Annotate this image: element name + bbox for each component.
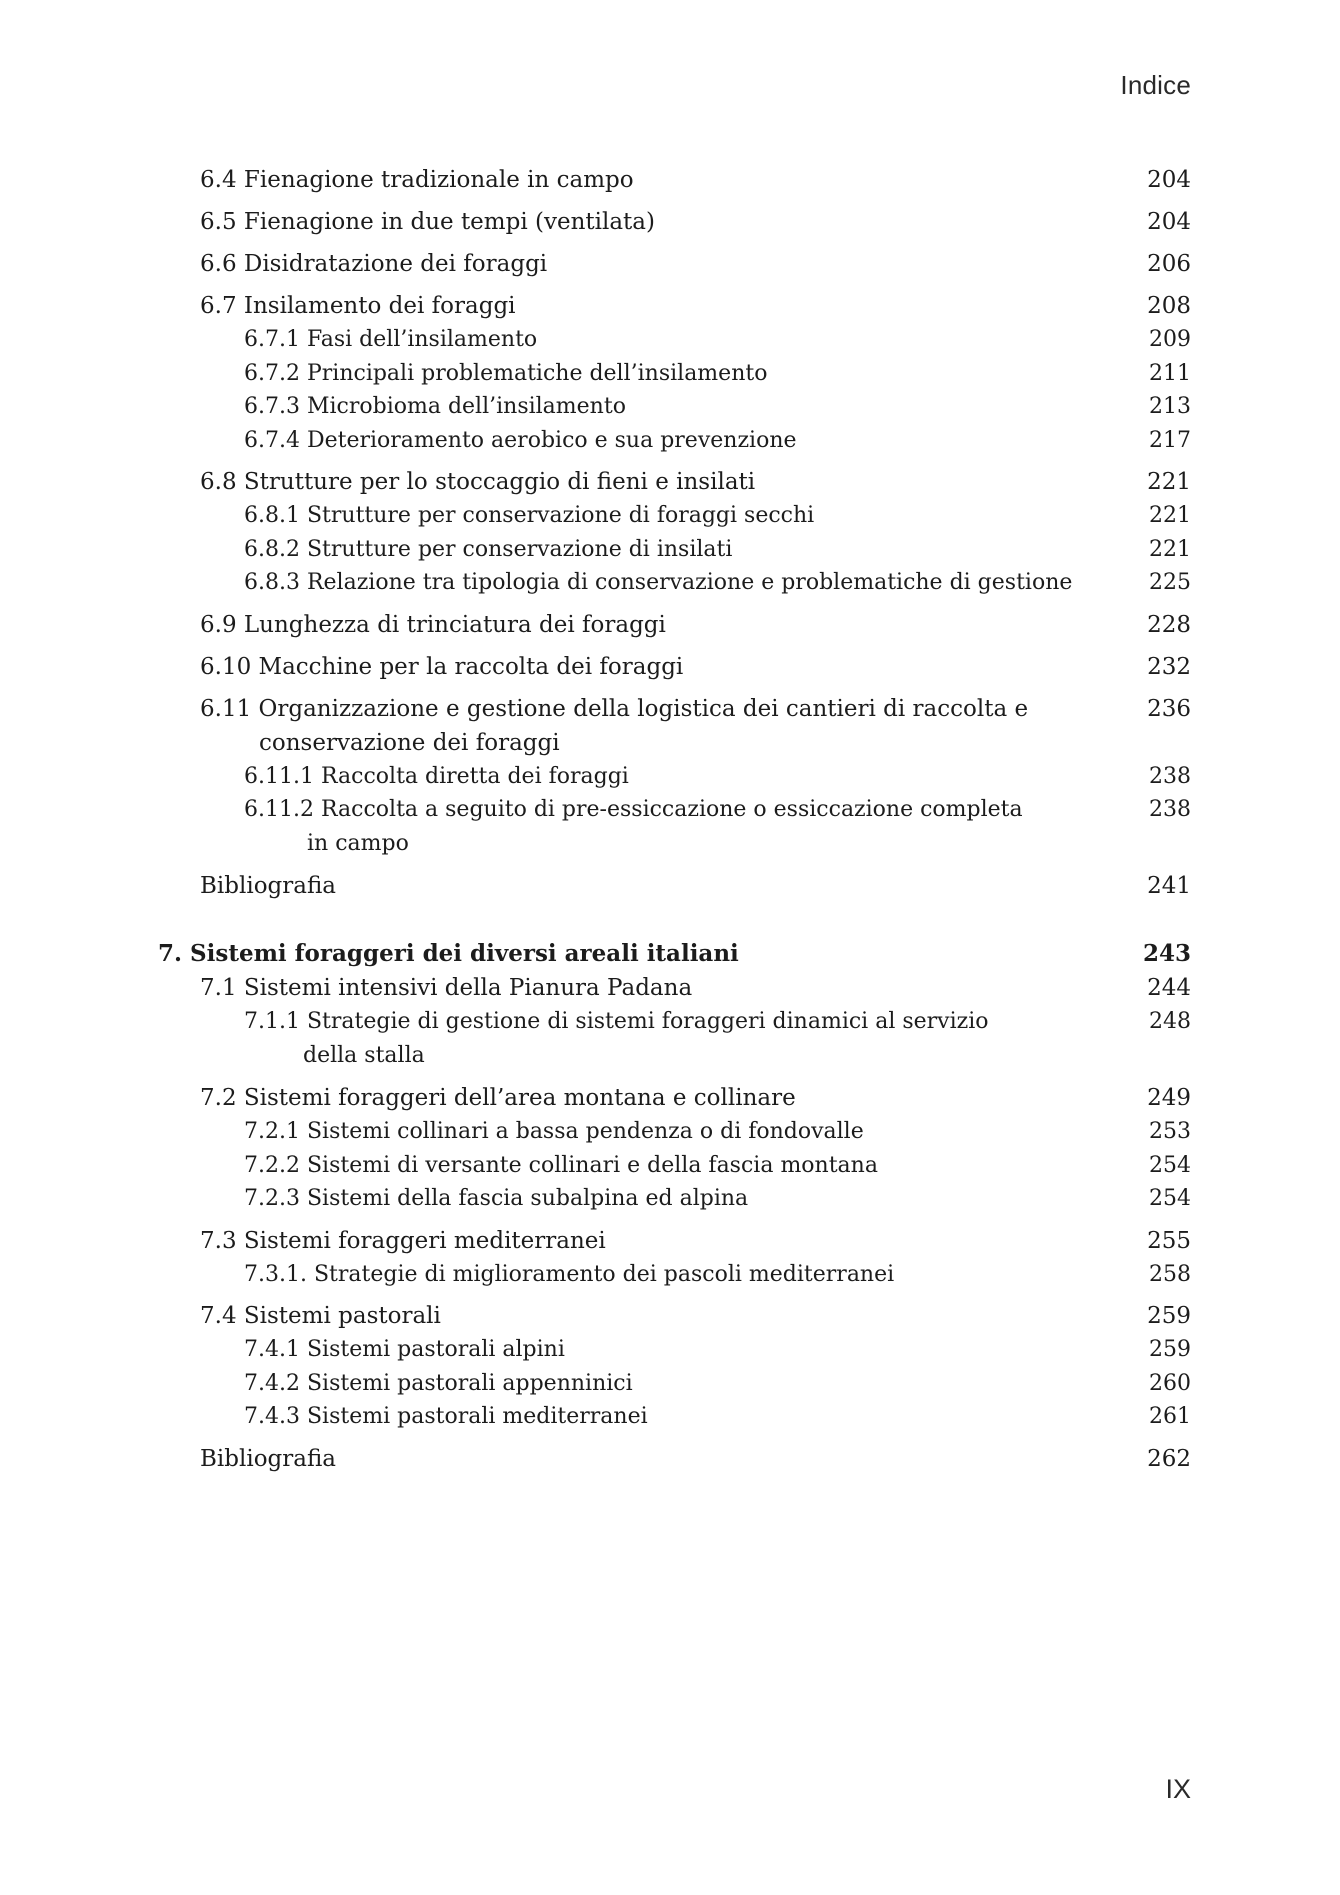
toc-entry-title: 6.6 Disidratazione dei foraggi [200, 251, 548, 277]
toc-entry-title: Bibliografia [200, 1445, 337, 1472]
toc-entry-title: 6.8 Strutture per lo stoccaggio di fieni e insilati [200, 469, 756, 495]
toc-entry-title-line: in campo [307, 831, 409, 856]
toc-subentry[interactable] [158, 1400, 1191, 1434]
toc-entry-page: 204 [1147, 167, 1191, 193]
toc-subentry[interactable] [158, 533, 1191, 567]
toc-subentry[interactable] [158, 760, 1191, 794]
toc-entry-title: 7.4.2 Sistemi pastorali appenninici [244, 1370, 633, 1396]
toc-entry-page: 238 [1149, 797, 1191, 822]
toc-entry[interactable] [158, 205, 1191, 239]
toc-entry-page: 258 [1149, 1261, 1191, 1287]
toc-entry-page: 255 [1147, 1227, 1191, 1254]
toc-entry-title: 6.7 Insilamento dei foraggi [200, 293, 516, 319]
toc-subentry[interactable] [158, 566, 1191, 600]
toc-subentry[interactable] [158, 1149, 1191, 1183]
toc-entry-page: 206 [1147, 251, 1191, 277]
toc-entry[interactable] [158, 1299, 1191, 1333]
toc-entry-title: 6.7.1 Fasi dell’insilamento [244, 327, 538, 352]
toc-entry-page: 241 [1147, 873, 1191, 899]
toc-entry-title: 6.8.2 Strutture per conservazione di insilati [244, 536, 733, 562]
toc-entry-title: 6.9 Lunghezza di trinciatura dei foraggi [200, 611, 666, 638]
toc-entry-title: 7.2.2 Sistemi di versante collinari e della fascia montana [244, 1152, 878, 1178]
toc-entry-title-line: 7.1.1 Strategie di gestione di sistemi foraggeri dinamici al servizio [244, 1009, 989, 1034]
toc-entry-title: 7.3 Sistemi foraggeri mediterranei [200, 1227, 606, 1254]
toc-entry[interactable] [158, 650, 1191, 684]
toc-entry-page: 254 [1149, 1152, 1191, 1178]
toc-entry-title: 6.8.1 Strutture per conservazione di foraggi secchi [244, 503, 815, 528]
toc-entry-title: 7.4 Sistemi pastorali [200, 1303, 441, 1329]
toc-entry-title: 6.7.4 Deterioramento aerobico e sua prevenzione [244, 427, 797, 453]
running-head: Indice [1120, 70, 1191, 100]
toc-entry-page: 253 [1149, 1119, 1191, 1144]
toc-entry-page: 236 [1147, 695, 1191, 722]
toc-entry[interactable] [158, 971, 1191, 1005]
toc-entry-page: 259 [1149, 1337, 1191, 1362]
toc-entry-page: 249 [1147, 1085, 1191, 1111]
toc-entry-page: 228 [1147, 611, 1191, 638]
toc-subentry[interactable] [158, 1367, 1191, 1401]
toc-entry-title: 6.4 Fienagione tradizionale in campo [200, 167, 634, 193]
toc-subentry[interactable] [158, 1182, 1191, 1216]
toc-entry-title-line: 6.11.2 Raccolta a seguito di pre-essiccazione o essiccazione completa [244, 797, 1023, 822]
toc-subentry[interactable] [158, 424, 1191, 458]
toc-entry[interactable] [158, 163, 1191, 197]
toc-subentry[interactable] [158, 1005, 1191, 1073]
toc-entry[interactable] [158, 289, 1191, 323]
toc-entry-title: 6.11.1 Raccolta diretta dei foraggi [244, 763, 629, 789]
toc-entry[interactable] [158, 465, 1191, 499]
toc-entry[interactable] [158, 247, 1191, 281]
toc-entry-page: 209 [1149, 327, 1191, 352]
toc-subentry[interactable] [158, 1258, 1191, 1292]
toc-subentry[interactable] [158, 1115, 1191, 1149]
toc-entry-title-line: della stalla [303, 1043, 425, 1068]
toc-subentry[interactable] [158, 357, 1191, 391]
table-of-contents [158, 163, 1191, 1476]
toc-entry-title: 7.4.1 Sistemi pastorali alpini [244, 1337, 565, 1362]
toc-chapter-page: 243 [1142, 940, 1191, 967]
toc-entry-title-line: conservazione dei foraggi [259, 729, 560, 756]
toc-subentry[interactable] [158, 793, 1191, 861]
toc-entry-title: 6.5 Fienagione in due tempi (ventilata) [200, 209, 655, 235]
toc-subentry[interactable] [158, 323, 1191, 357]
toc-entry[interactable] [158, 1224, 1191, 1258]
toc-entry-page: 254 [1149, 1186, 1191, 1211]
toc-entry-title: 7.1 Sistemi intensivi della Pianura Padana [200, 975, 693, 1001]
toc-entry-title: 7.4.3 Sistemi pastorali mediterranei [244, 1404, 648, 1429]
toc-entry-title: 7.2 Sistemi foraggeri dell’area montana e collinare [200, 1085, 796, 1111]
toc-entry-title: 6.10 Macchine per la raccolta dei foraggi [200, 653, 684, 680]
toc-bibliography[interactable] [158, 869, 1191, 903]
toc-entry-page: 261 [1149, 1404, 1191, 1429]
toc-entry-title [200, 692, 1101, 760]
toc-entry-title: 7.2.1 Sistemi collinari a bassa pendenza o di fondovalle [244, 1119, 864, 1144]
toc-entry-page: 217 [1149, 427, 1191, 453]
toc-bibliography[interactable] [158, 1442, 1191, 1476]
toc-entry-page: 211 [1149, 360, 1191, 386]
toc-subentry[interactable] [158, 499, 1191, 533]
toc-entry[interactable] [158, 1081, 1191, 1115]
toc-entry-title [244, 793, 1101, 861]
toc-entry[interactable] [158, 608, 1191, 642]
toc-entry-page: 221 [1149, 503, 1191, 528]
toc-entry-title: Bibliografia [200, 873, 337, 899]
toc-entry-page: 221 [1149, 536, 1191, 562]
toc-entry-page: 260 [1149, 1370, 1191, 1396]
toc-subentry[interactable] [158, 390, 1191, 424]
toc-chapter-title: 7. Sistemi foraggeri dei diversi areali italiani [158, 940, 739, 967]
toc-entry-title: 6.7.3 Microbioma dell’insilamento [244, 394, 626, 419]
toc-entry-page: 259 [1147, 1303, 1191, 1329]
toc-subentry[interactable] [158, 1333, 1191, 1367]
toc-entry[interactable] [158, 692, 1191, 760]
toc-entry-title: 7.3.1. Strategie di miglioramento dei pascoli mediterranei [244, 1261, 895, 1287]
toc-chapter[interactable] [158, 937, 1191, 971]
page-number: IX [1165, 1774, 1191, 1804]
toc-entry-page: 238 [1149, 763, 1191, 789]
toc-entry-title: 7.2.3 Sistemi della fascia subalpina ed alpina [244, 1186, 749, 1211]
toc-entry-page: 204 [1147, 209, 1191, 235]
toc-entry-page: 232 [1147, 653, 1191, 680]
toc-entry-title-line: 6.11 Organizzazione e gestione della logistica dei cantieri di raccolta e [200, 695, 1029, 722]
toc-entry-title [244, 1005, 1101, 1073]
toc-entry-title: 6.8.3 Relazione tra tipologia di conservazione e problematiche di gestione [244, 570, 1073, 595]
toc-entry-title: 6.7.2 Principali problematiche dell’insilamento [244, 360, 768, 386]
toc-entry-page: 248 [1149, 1009, 1191, 1034]
toc-entry-page: 208 [1147, 293, 1191, 319]
toc-entry-page: 225 [1149, 570, 1191, 595]
toc-entry-page: 262 [1147, 1445, 1191, 1472]
toc-entry-page: 213 [1149, 394, 1191, 419]
toc-entry-page: 221 [1147, 469, 1191, 495]
toc-entry-page: 244 [1147, 975, 1191, 1001]
